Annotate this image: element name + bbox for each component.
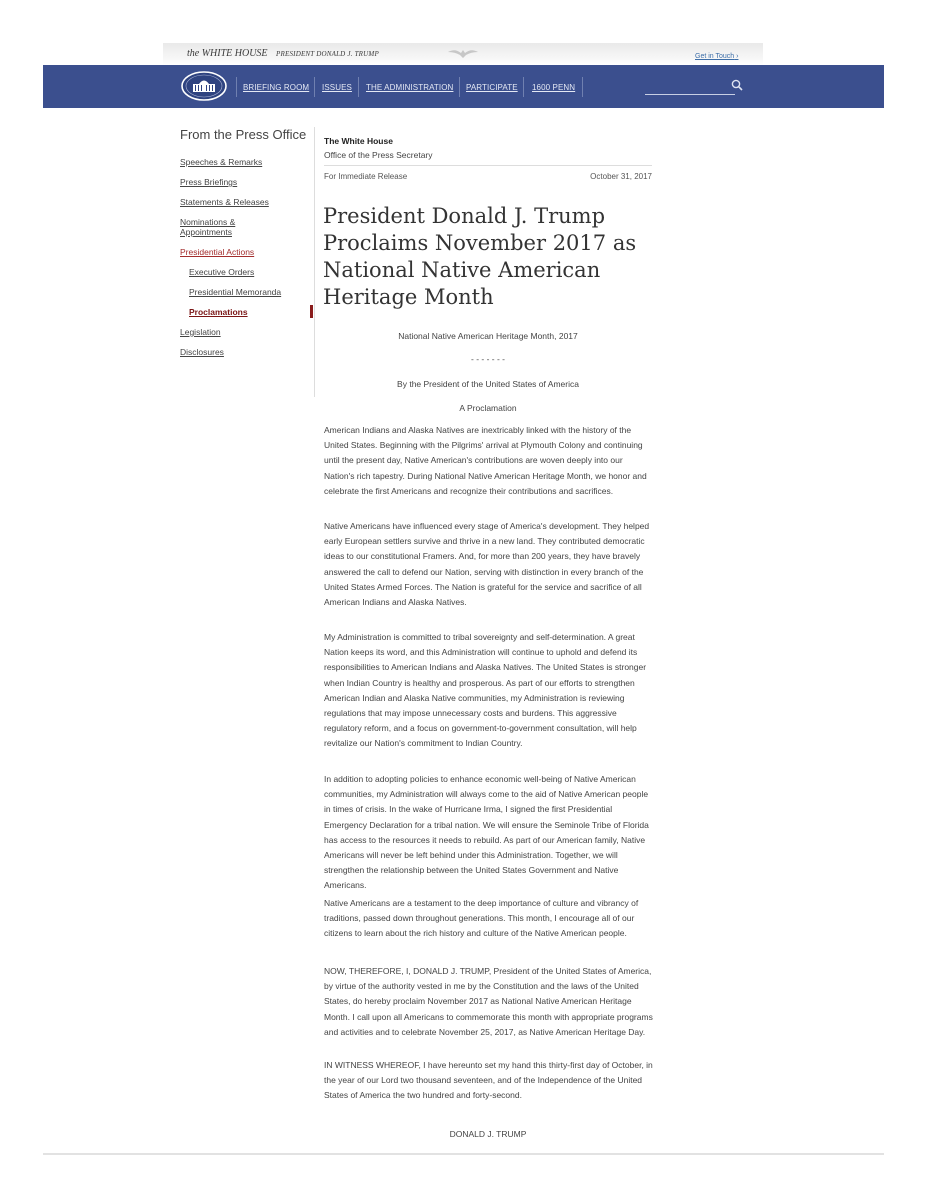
brand-subtitle: PRESIDENT DONALD J. TRUMP bbox=[276, 50, 379, 58]
sidebar-item-nominations-appointments[interactable]: Nominations & bbox=[180, 217, 236, 227]
nav-divider bbox=[358, 77, 359, 97]
sidebar-item-statements-releases[interactable]: Statements & Releases bbox=[180, 197, 269, 207]
proclamation-label: A Proclamation bbox=[459, 403, 517, 413]
sidebar-title: From the Press Office bbox=[180, 127, 307, 142]
nav-divider bbox=[314, 77, 315, 97]
eagle-icon bbox=[446, 46, 480, 60]
sidebar-item-proclamations[interactable]: Proclamations bbox=[189, 307, 248, 317]
nav-issues[interactable]: ISSUES bbox=[322, 83, 352, 92]
nav-the-administration[interactable]: THE ADMINISTRATION bbox=[366, 83, 454, 92]
proclamation-subtitle: National Native American Heritage Month, 2017 bbox=[398, 331, 578, 341]
sidebar-item-executive-orders[interactable]: Executive Orders bbox=[189, 267, 255, 277]
nav-divider bbox=[523, 77, 524, 97]
release-type: For Immediate Release bbox=[324, 172, 408, 181]
search-input[interactable] bbox=[645, 94, 735, 95]
nav-divider bbox=[236, 77, 237, 97]
sidebar-item-legislation[interactable]: Legislation bbox=[180, 327, 221, 337]
article-paragraph-4: In addition to adopting policies to enhance economic well-being of Native American communities, my Administration will always come to the aid of Native American people in times of crisis. In the wake of Hurricane Irma, I signed the first Presidential Emergency Declaration for a tribal nation. We will ensure the Seminole Tribe of Florida has access to the resources it needs to rebuild. As part of our American family, Native Americans will never be left behind under this Administration. Together, we will strengthen the relationship between the United States Government and Native Americans. bbox=[324, 774, 649, 891]
signature: DONALD J. TRUMP bbox=[449, 1129, 527, 1139]
article-paragraph-7: IN WITNESS WHEREOF, I have hereunto set my hand this thirty-first day of October, in the year of our Lord two thousand seventeen, and of the Independence of the United States of America the two hundred and forty-second. bbox=[324, 1060, 653, 1101]
sidebar-item-press-briefings[interactable]: Press Briefings bbox=[180, 177, 238, 187]
nav-briefing-room[interactable]: BRIEFING ROOM bbox=[243, 83, 310, 92]
issuing-office: Office of the Press Secretary bbox=[324, 150, 433, 160]
search-icon[interactable] bbox=[731, 79, 743, 91]
brand-name: the WHITE HOUSE bbox=[187, 48, 268, 59]
nav-divider bbox=[582, 77, 583, 97]
sidebar-item-speeches-remarks[interactable]: Speeches & Remarks bbox=[180, 157, 263, 167]
article-paragraph-5: Native Americans are a testament to the deep importance of culture and vibrancy of traditions, passed down throughout generations. This month, I encourage all of our citizens to learn about the rich history and culture of the Native American people. bbox=[324, 898, 639, 939]
get-in-touch-link[interactable]: Get in Touch › bbox=[695, 53, 739, 60]
active-item-indicator bbox=[310, 305, 313, 318]
article-paragraph-2: Native Americans have influenced every stage of America's development. They helped early European settlers survive and thrive in a new land. They contributed democratic ideas to our constitutional Framers. And, for more than 200 years, they have bravely answered the call to defend our Nation, serving with distinction in every branch of the United States Armed Forces. The Nation is grateful for the service and sacrifice of all American Indians and Alaska Natives. bbox=[324, 521, 650, 608]
nav-divider bbox=[459, 77, 460, 97]
sidebar-divider bbox=[314, 127, 315, 397]
article-paragraph-3: My Administration is committed to tribal sovereignty and self-determination. A great Nation keeps its word, and this Administration will continue to uphold and defend its responsibilities to American Indians and Alaska Natives. The United States is stronger when Indian Country is healthy and prosperous. As part of our efforts to strengthen American Indian and Alaska Native communities, my Administration is reviewing regulations that may impose unnecessary costs and burdens. This aggressive regulatory reform, and a focus on government-to-government consultation, will help revitalize our Nation's commitment to Indian Country. bbox=[324, 632, 647, 749]
nav-1600-penn[interactable]: 1600 PENN bbox=[532, 83, 576, 92]
release-date: October 31, 2017 bbox=[590, 172, 652, 181]
article-title: President Donald J. Trump Proclaims November 2017 as National Native American Heritage Month bbox=[323, 204, 637, 309]
sidebar-item-disclosures[interactable]: Disclosures bbox=[180, 347, 224, 357]
site-brand[interactable] bbox=[187, 48, 379, 59]
white-house-seal-icon[interactable] bbox=[181, 71, 227, 101]
nav-participate[interactable]: PARTICIPATE bbox=[466, 83, 518, 92]
article-paragraph-1: American Indians and Alaska Natives are inextricably linked with the history of the United States. Beginning with the Pilgrims' arrival at Plymouth Colony and continuing until the present day, Native American's contributions are woven deeply into our Nation's rich tapestry. During National Native American Heritage Month, we honor and celebrate the first Americans and recognize their contributions and sacrifices. bbox=[324, 425, 647, 496]
get-in-touch-label: Get in Touch bbox=[695, 53, 735, 60]
main-nav bbox=[43, 65, 884, 108]
footer-divider bbox=[43, 1153, 884, 1155]
article-paragraph-6: NOW, THEREFORE, I, DONALD J. TRUMP, President of the United States of America, by virtue of the authority vested in me by the Constitution and the laws of the United States, do hereby proclaim November 2017 as National Native American Heritage Month. I call upon all Americans to commemorate this month with appropriate programs and activities and to celebrate November 25, 2017, as Native American Heritage Day. bbox=[324, 966, 653, 1037]
section-separator: - - - - - - - bbox=[471, 354, 505, 364]
sidebar-item-nominations-appointments-line-2[interactable]: Appointments bbox=[180, 227, 232, 237]
top-strip bbox=[163, 43, 763, 65]
sidebar-item-presidential-actions[interactable]: Presidential Actions bbox=[180, 247, 255, 257]
by-line: By the President of the United States of America bbox=[397, 379, 579, 389]
issuing-organization: The White House bbox=[324, 136, 393, 146]
sidebar-item-presidential-memoranda[interactable]: Presidential Memoranda bbox=[189, 287, 282, 297]
header-divider bbox=[324, 165, 652, 166]
